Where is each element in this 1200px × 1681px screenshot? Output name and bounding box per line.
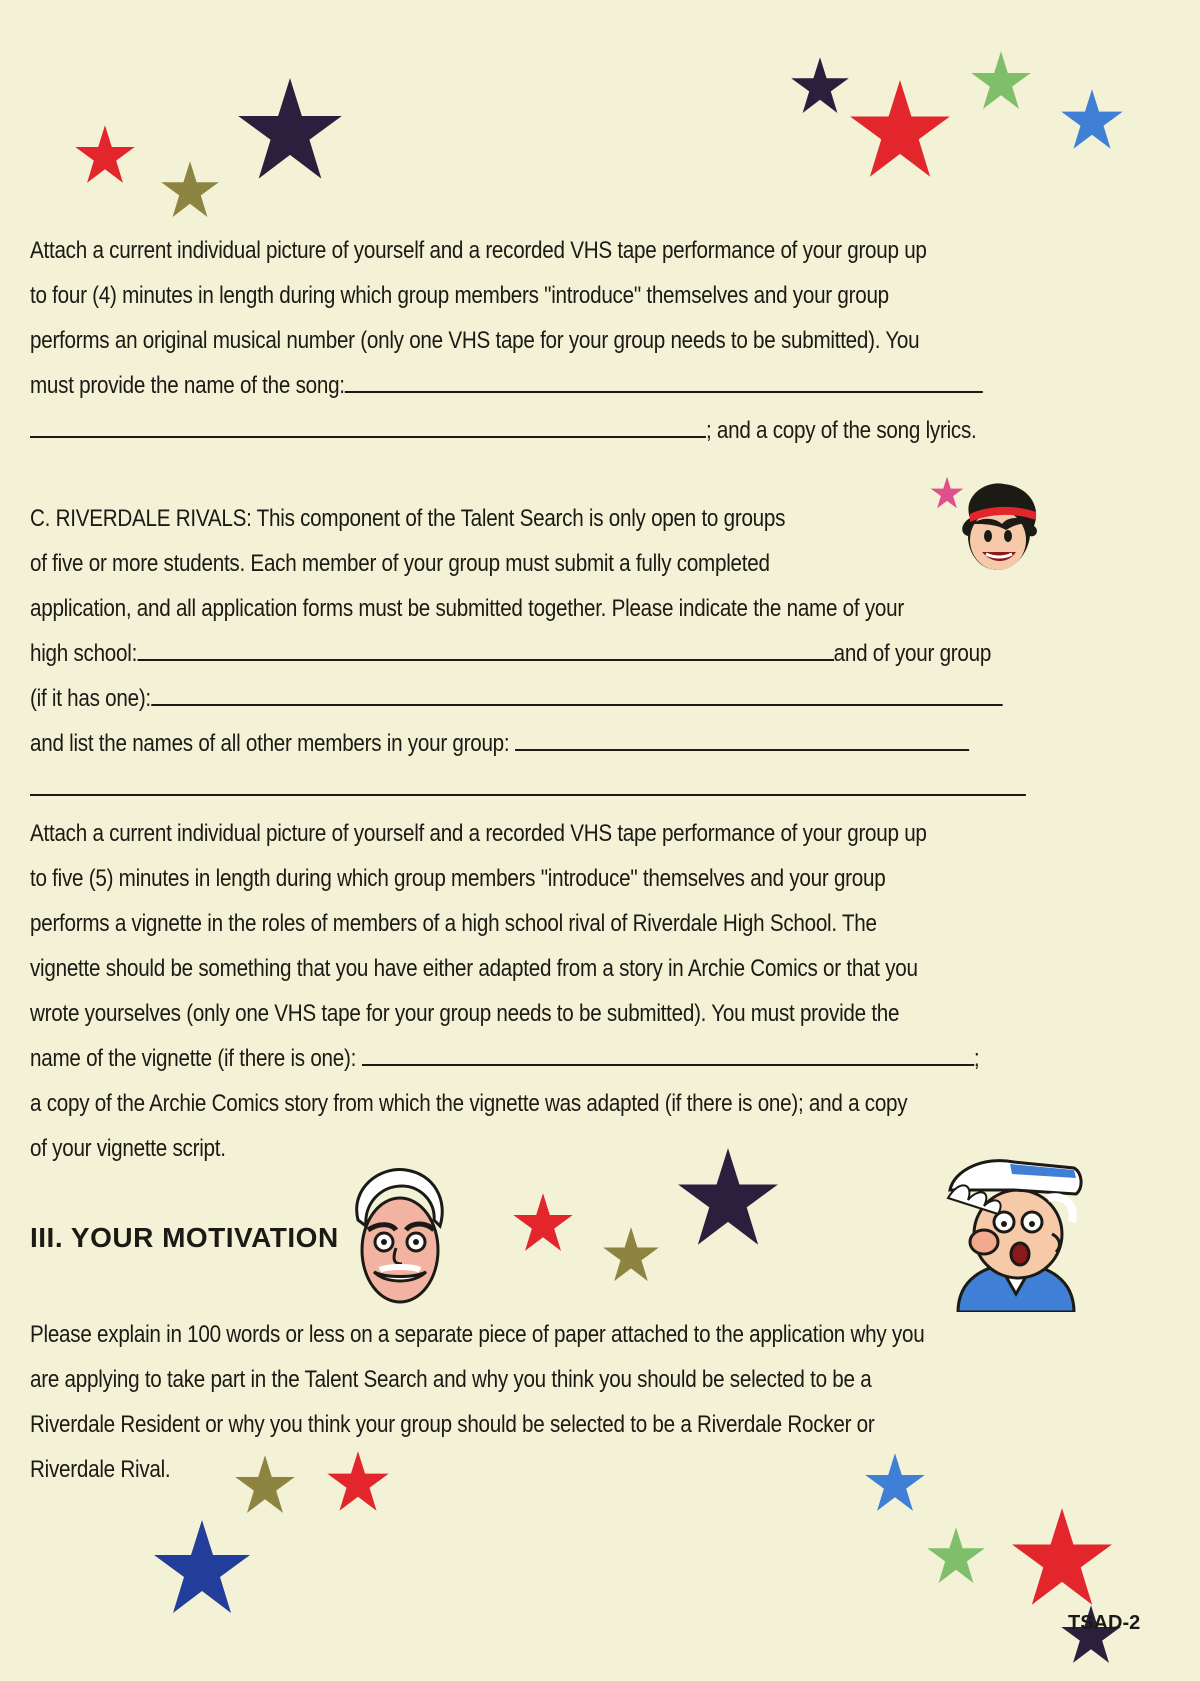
text-line <box>30 631 1026 676</box>
star-icon <box>152 1518 252 1618</box>
text-line <box>30 363 1026 408</box>
text-line: Riverdale Resident or why you think your group should be selected to be a Riverdale Rocker or <box>30 1411 875 1438</box>
members-label: and list the names of all other members in your group: <box>30 730 510 757</box>
star-icon <box>848 78 952 182</box>
text-line: Attach a current individual picture of yourself and a recorded VHS tape performance of your group up <box>30 237 927 264</box>
text-line: Please explain in 100 words or less on a separate piece of paper attached to the application why you <box>30 1321 925 1348</box>
section-b-tail <box>30 228 1026 453</box>
song-name-field[interactable] <box>345 365 983 393</box>
star-icon <box>602 1226 660 1284</box>
star-icon <box>236 76 344 184</box>
star-icon <box>160 160 220 220</box>
text-line: a copy of the Archie Comics story from which the vignette was adapted (if there is one); and a copy <box>30 1090 908 1117</box>
text-line: to five (5) minutes in length during which group members "introduce" themselves and your group <box>30 865 886 892</box>
star-icon <box>74 124 136 186</box>
text-line: to four (4) minutes in length during which group members "introduce" themselves and your group <box>30 282 889 309</box>
text-line: application, and all application forms must be submitted together. Please indicate the name of your <box>30 595 904 622</box>
song-name-field-continued[interactable] <box>30 410 706 438</box>
text-line: wrote yourselves (only one VHS tape for your group needs to be submitted). You must provide the <box>30 1000 900 1027</box>
text-line: of your vignette script. <box>30 1135 226 1162</box>
text-line: vignette should be something that you have either adapted from a story in Archie Comics or that you <box>30 955 918 982</box>
section-c <box>30 496 1026 1171</box>
page-code: TSAD-2 <box>1068 1612 1141 1634</box>
star-icon <box>790 56 850 116</box>
semicolon: ; <box>973 1045 980 1072</box>
section-c-title: C. RIVERDALE RIVALS: This component of the Talent Search is only open to groups <box>30 505 786 532</box>
star-icon <box>512 1192 574 1254</box>
text-line: Riverdale Rival. <box>30 1456 171 1483</box>
song-name-label: must provide the name of the song: <box>30 372 345 399</box>
high-school-field[interactable] <box>137 633 834 661</box>
text-line: performs an original musical number (only one VHS tape for your group needs to be submitted). You <box>30 327 920 354</box>
star-icon <box>970 50 1032 112</box>
text-line: performs a vignette in the roles of members of a high school rival of Riverdale High School. The <box>30 910 877 937</box>
text-line: are applying to take part in the Talent Search and why you think you should be selected to be a <box>30 1366 872 1393</box>
group-label: and of your group <box>833 640 992 667</box>
lyrics-copy-text: ; and a copy of the song lyrics. <box>705 417 977 444</box>
text-line <box>30 408 1026 453</box>
group-name-label: (if it has one): <box>30 685 151 712</box>
text-line: of five or more students. Each member of your group must submit a fully completed <box>30 550 770 577</box>
text-line <box>30 676 1026 721</box>
vignette-name-label: name of the vignette (if there is one): <box>30 1045 357 1072</box>
vignette-name-field[interactable] <box>362 1038 974 1066</box>
section-heading: III. YOUR MOTIVATION <box>30 1222 339 1253</box>
star-icon <box>926 1526 986 1586</box>
star-icon <box>1060 88 1124 152</box>
members-field[interactable] <box>515 723 969 751</box>
high-school-label: high school: <box>30 640 138 667</box>
group-name-field[interactable] <box>151 678 1002 706</box>
members-field-continued[interactable] <box>30 768 1026 796</box>
text-line <box>30 721 1026 766</box>
text-line: Attach a current individual picture of yourself and a recorded VHS tape performance of your group up <box>30 820 927 847</box>
star-icon <box>1010 1506 1114 1610</box>
character-face-icon <box>344 1164 450 1308</box>
text-line <box>30 766 1026 811</box>
section-iii-body <box>30 1312 1026 1492</box>
text-line <box>30 1036 1026 1081</box>
